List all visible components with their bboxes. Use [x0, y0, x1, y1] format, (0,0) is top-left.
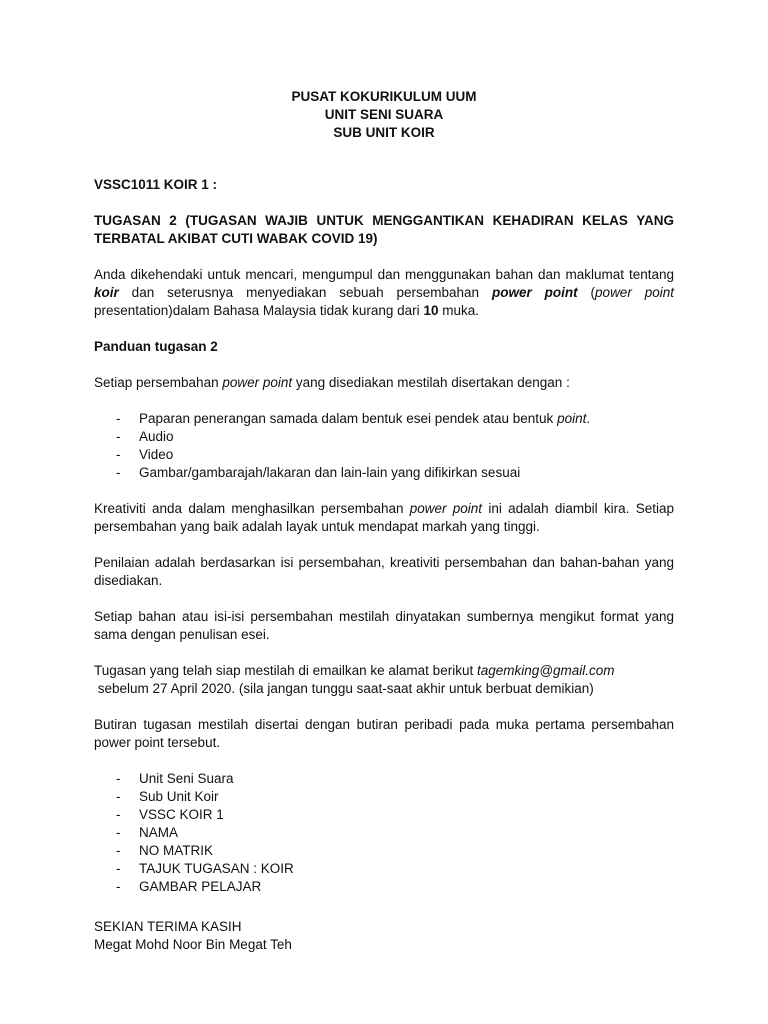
creativity-text-2: ini adalah diambil kira. Setiap persembahan yang baik adalah layak untuk mendapat markah yang tinggi.: [94, 501, 674, 534]
requirement-text-1: Setiap persembahan: [94, 375, 223, 390]
header-block: [94, 88, 674, 142]
assignment-title: TUGASAN 2 (TUGASAN WAJIB UNTUK MENGGANTIKAN KEHADIRAN KELAS YANG TERBATAL AKIBAT CUTI WABAK COVID 19): [94, 213, 674, 246]
list-item: - TAJUK TUGASAN : KOIR: [94, 860, 674, 878]
intro-text-5: muka.: [438, 303, 479, 318]
email-address: tagemking@gmail.com: [476, 663, 615, 678]
guide-heading: Panduan tugasan 2: [94, 339, 218, 354]
requirement-item-1-text: Paparan penerangan samada dalam bentuk esei pendek atau bentuk: [139, 411, 558, 426]
header-line-3: SUB UNIT KOIR: [333, 125, 435, 140]
list-item: - Unit Seni Suara: [94, 770, 674, 788]
intro-text-4: presentation)dalam Bahasa Malaysia tidak kurang dari: [94, 303, 424, 318]
intro-text-1: Anda dikehendaki untuk mencari, mengumpul dan menggunakan bahan dan maklumat tentang: [94, 267, 674, 282]
list-item: - Video: [94, 446, 674, 464]
assessment-paragraph: Penilaian adalah berdasarkan isi persembahan, kreativiti persembahan dan bahan-bahan yang disediakan.: [94, 555, 674, 588]
creativity-text-1: Kreativiti anda dalam menghasilkan persembahan: [94, 501, 410, 516]
list-item: - NO MATRIK: [94, 842, 674, 860]
header-line-2: UNIT SENI SUARA: [324, 107, 444, 122]
list-item: - Gambar/gambarajah/lakaran dan lain-lain yang difikirkan sesuai: [94, 464, 674, 482]
requirement-item-1-end: .: [586, 411, 591, 426]
list-item: [94, 410, 674, 428]
intro-koir: koir: [94, 285, 119, 300]
requirement-paragraph: [94, 374, 674, 392]
sources-paragraph: Setiap bahan atau isi-isi persembahan mestilah dinyatakan sumbernya mengikut format yang sama dengan penulisan esei.: [94, 609, 674, 642]
list-item: - Sub Unit Koir: [94, 788, 674, 806]
intro-power-point-italic: power point: [595, 285, 675, 300]
course-code: VSSC1011 KOIR 1 :: [94, 177, 218, 192]
intro-page-count: 10: [423, 303, 439, 318]
intro-paragraph: [94, 266, 674, 320]
submission-text: Tugasan yang telah siap mestilah di emailkan ke alamat berikut: [94, 663, 477, 678]
requirement-power-point: power point: [222, 375, 293, 390]
creativity-paragraph: [94, 500, 674, 536]
requirements-list: [94, 410, 674, 482]
list-item: - Audio: [94, 428, 674, 446]
details-intro: Butiran tugasan mestilah disertai dengan butiran peribadi pada muka pertama persembahan power point tersebut.: [94, 717, 674, 750]
list-item: - NAMA: [94, 824, 674, 842]
intro-power-point-bold: power point: [491, 285, 578, 300]
submission-deadline: sebelum 27 April 2020. (sila jangan tunggu saat-saat akhir untuk berbuat demikian): [94, 681, 594, 696]
requirement-text-2: yang disediakan mestilah disertakan dengan :: [292, 375, 570, 390]
intro-text-2: dan seterusnya menyediakan sebuah persembahan: [118, 285, 492, 300]
creativity-power-point: power point: [409, 501, 483, 516]
closing-text: SEKIAN TERIMA KASIH: [94, 919, 242, 934]
list-item: - VSSC KOIR 1: [94, 806, 674, 824]
details-list: [94, 770, 674, 896]
header-line-1: PUSAT KOKURIKULUM UUM: [291, 89, 477, 104]
list-item: - GAMBAR PELAJAR: [94, 878, 674, 896]
signature-name: Megat Mohd Noor Bin Megat Teh: [94, 937, 292, 952]
submission-line-1: [94, 662, 674, 680]
submission-paragraph: [94, 662, 674, 698]
intro-text-3: (: [577, 285, 596, 300]
requirement-item-1-italic: point: [557, 411, 587, 426]
